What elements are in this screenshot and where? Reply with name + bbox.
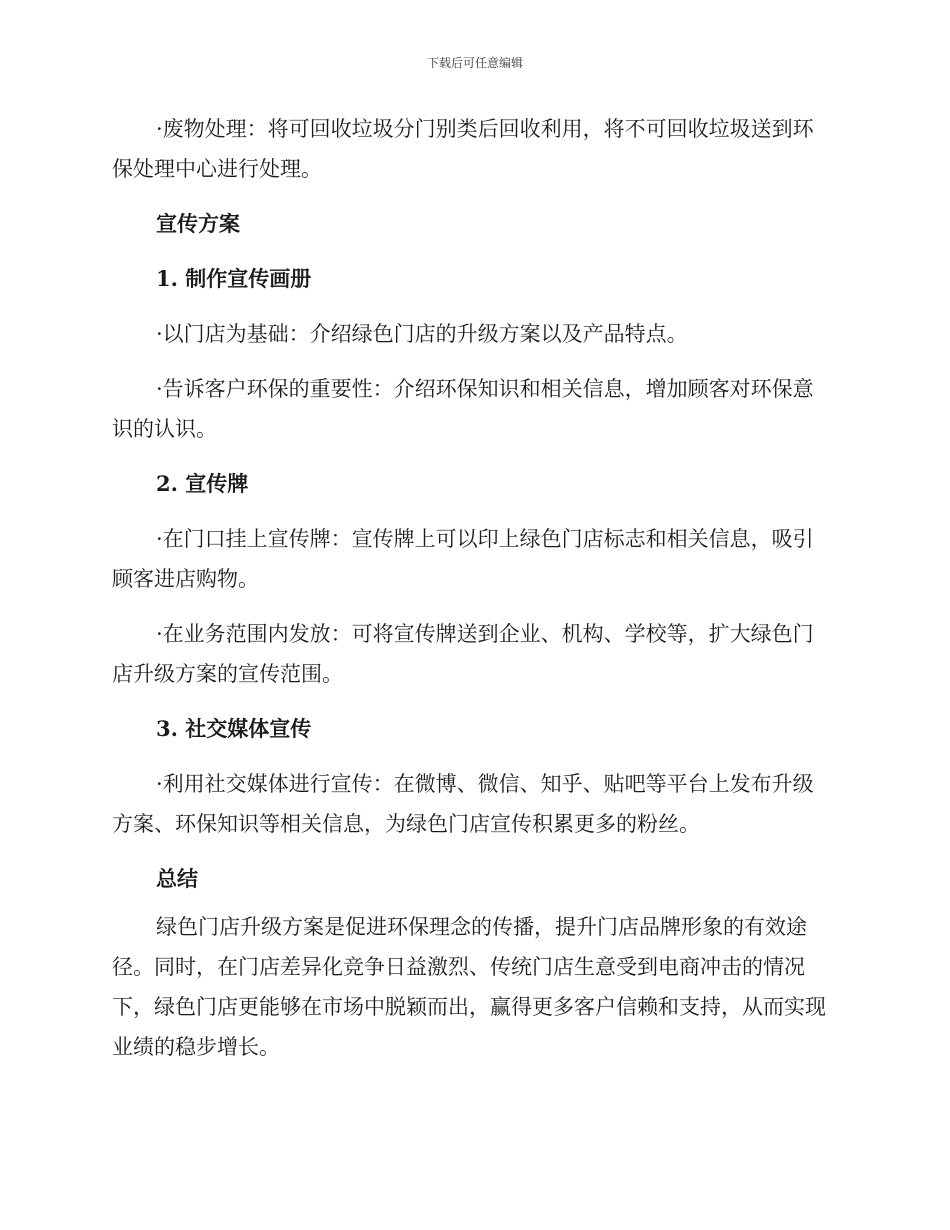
document-body — [112, 109, 832, 1067]
bullet-distribution: ·在业务范围内发放：可将宣传牌送到企业、机构、学校等，扩大绿色门店升级方案的宣传范围。 — [112, 622, 814, 686]
subheading-social-media: 3. 社交媒体宣传 — [156, 716, 312, 741]
bullet-door-sign: ·在门口挂上宣传牌：宣传牌上可以印上绿色门店标志和相关信息，吸引顾客进店购物。 — [112, 527, 814, 591]
summary-paragraph: 绿色门店升级方案是促进环保理念的传播，提升门店品牌形象的有效途径。同时，在门店差异化竞争日益激烈、传统门店生意受到电商冲击的情况下，绿色门店更能够在市场中脱颖而出，赢得更多客户信赖和支持，从而实现业绩的稳步增长。 — [112, 915, 826, 1059]
bullet-eco-importance: ·告诉客户环保的重要性：介绍环保知识和相关信息，增加顾客对环保意识的认识。 — [112, 377, 814, 441]
bullet-waste-disposal: ·废物处理：将可回收垃圾分门别类后回收利用，将不可回收垃圾送到环保处理中心进行处理。 — [112, 117, 814, 181]
section-heading-summary: 总结 — [156, 866, 198, 891]
bullet-store-basis: ·以门店为基础：介绍绿色门店的升级方案以及产品特点。 — [156, 322, 688, 346]
section-heading-promotion: 宣传方案 — [156, 211, 240, 236]
page-header: 下载后可任意编辑 — [426, 56, 523, 70]
subheading-brochure: 1. 制作宣传画册 — [156, 266, 312, 291]
subheading-signboard: 2. 宣传牌 — [156, 471, 249, 496]
bullet-social-promotion: ·利用社交媒体进行宣传：在微博、微信、知乎、贴吧等平台上发布升级方案、环保知识等相关信息，为绿色门店宣传积累更多的粉丝。 — [112, 772, 814, 836]
